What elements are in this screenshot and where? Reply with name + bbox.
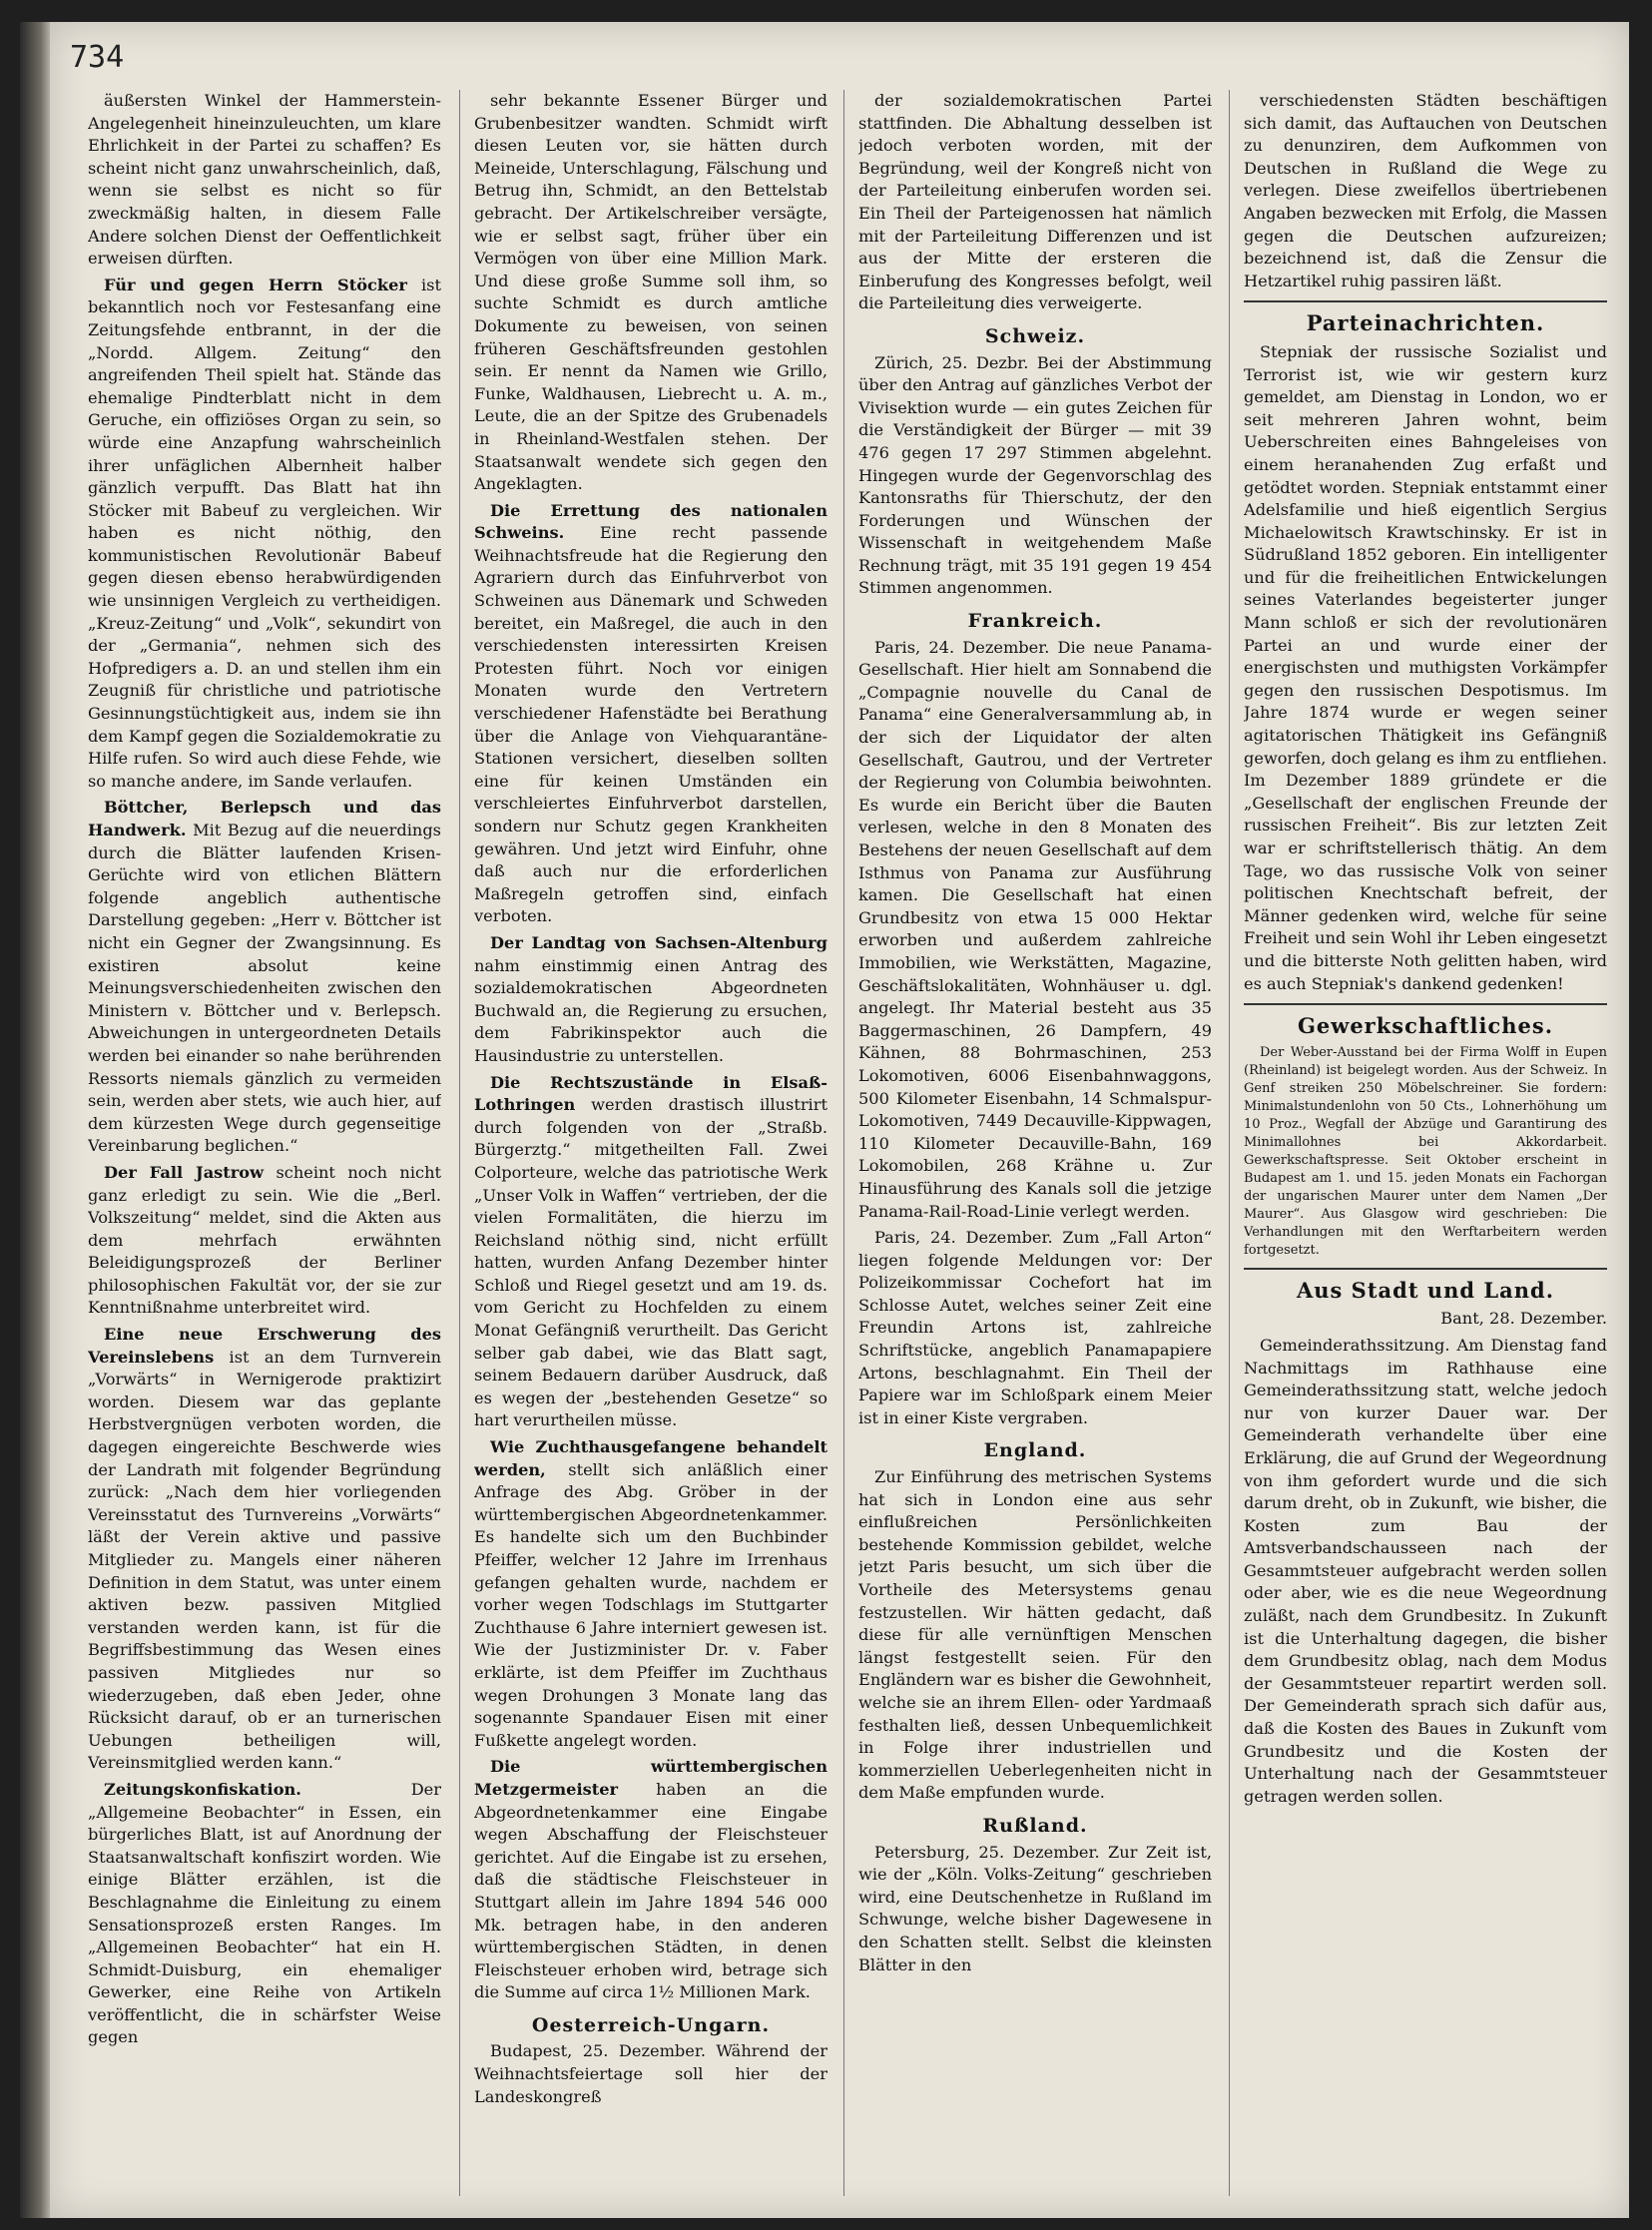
article-heading: Böttcher, Berlepsch und das Handwerk. bbox=[88, 798, 441, 839]
article bbox=[88, 797, 441, 1158]
article-text: scheint noch nicht ganz erledigt zu sein. Wie die „Berl. Volkszeitung“ meldet, sind die Akten aus dem mehrfach erwähnten Beleidigungsprozeß der Berliner philosophischen Fakultät vor, der sie zur Kenntnißnahme unterbreitet wird. bbox=[88, 1162, 441, 1318]
article bbox=[88, 275, 441, 794]
article-heading: Zeitungskonfiskation. bbox=[104, 1779, 301, 1799]
dateline: Bant, 28. Dezember. bbox=[1440, 1309, 1607, 1329]
section-heading-france: Frankreich. bbox=[967, 610, 1103, 633]
section-rule bbox=[1244, 1268, 1607, 1270]
paragraph: verschiedensten Städten beschäftigen sich damit, das Auftauchen von Deutschen zu denunziren, dem Aufkommen von Deutschen in Rußland die Wege zu verlegen. Diese zweifellos übertriebenen Angaben bezwecken mit Erfolg, die Massen gegen die Deutschen aufzureizen; bezeichnend ist, daß die Zensur die Hetzartikel ruhig passiren läßt. bbox=[1244, 91, 1607, 290]
article-heading: Der Landtag von Sachsen-Altenburg bbox=[490, 932, 827, 952]
article-heading: Die Errettung des nationalen Schweins. bbox=[474, 500, 827, 543]
article-text: Der „Allgemeine Beobachter“ in Essen, ein bürgerliches Blatt, ist auf Anordnung der Staatsanwaltschaft konfiszirt worden. Wie einige Blätter erzählen, ist die Beschlagnahme die Einleitung zu einem Sensationsprozeß ersten Ranges. Im „Allgemeinen Beobachter“ hat ein H. Schmidt-Duisburg, ein ehemaliger Gewerker, eine Reihe von Artikeln veröffentlicht, die in schärfster Weise gegen bbox=[88, 1779, 441, 2047]
paragraph: Paris, 24. Dezember. Die neue Panama-Gesellschaft. Hier hielt am Sonnabend die „Compagnie nouvelle du Canal de Panama“ eine Generalversammlung ab, in der sich der Liquidator der alten Gesellschaft, Gautrou, und der Vertreter der Regierung von Columbia beiwohnten. Es wurde ein Bericht über die Bauten verlesen, welche in den 8 Monaten des Bestehens der neuen Gesellschaft auf dem Isthmus von Panama zur Ausführung kamen. Die Gesellschaft hat einen Grundbesitz von etwa 15 000 Hektar erworben und außerdem zahlreiche Immobilien, wie Werkstätten, Magazine, Geschäftslokalitäten, Wohnhäuser u. dgl. angelegt. Ihr Material besteht aus 35 Baggermaschinen, 26 Dampfern, 49 Kähnen, 88 Bohrmaschinen, 253 Lokomotiven, 6006 Eisenbahnwaggons, 500 Kilometer Eisenbahn, 14 Schmalspur-Lokomotiven, 7449 Decauville-Kippwagen, 110 Kilometer Decauville-Bahn, 169 Lokomobilen, 268 Krähne u. Zur Hinausführung des Kanals soll die jetzige Panama-Rail-Road-Linie verlegt werden. bbox=[858, 637, 1212, 1221]
column-rule bbox=[459, 90, 460, 2196]
article-heading: Wie Zuchthausgefangene behandelt werden, bbox=[474, 1437, 827, 1479]
article-heading: Eine neue Erschwerung des Vereinslebens bbox=[88, 1325, 441, 1367]
section-heading-austria: Oesterreich-Ungarn. bbox=[531, 2013, 771, 2036]
column-3 bbox=[858, 90, 1212, 2196]
paragraph: Budapest, 25. Dezember. Während der Weihnachtsfeiertage soll hier der Landeskongreß bbox=[474, 2041, 827, 2106]
paragraph: Zur Einführung des metrischen Systems hat sich in London eine aus sehr einflußreichen Persönlichkeiten bestehende Kommission gebildet, welche jetzt Paris besucht, um sich über die Vortheile des Metersystems genau festzustellen. Wir hätten gedacht, daß diese für alle vernünftigen Menschen längst festgestellt seien. Für den Engländern war es bisher die Gewohnheit, welche sie an ihrem Ellen- oder Yardmaaß festhalten ließ, dessen Unbequemlichkeit in Folge ihrer industriellen und kommerziellen Ueberlegenheiten nicht in dem Maße empfunden wurde. bbox=[858, 1467, 1212, 1803]
section-heading-england: England. bbox=[983, 1439, 1087, 1462]
article-heading: Für und gegen Herrn Stöcker bbox=[104, 275, 407, 294]
section-rule bbox=[1244, 300, 1607, 302]
paragraph: äußersten Winkel der Hammerstein-Angelegenheit hineinzuleuchten, um klare Ehrlichkeit in der Partei zu schaffen? Es scheint nicht ganz unwahrscheinlich, daß, wenn sie selbst es nicht so für zweckmäßig halten, in diesem Falle Andere solchen Dienst der Oeffentlichkeit erweisen dürften. bbox=[88, 91, 441, 269]
column-2 bbox=[474, 90, 827, 2196]
paragraph: der sozialdemokratischen Partei stattfinden. Die Abhaltung desselben ist jedoch verboten worden, mit der Begründung, weil der Kongreß nicht von der Parteileitung einberufen worden sei. Ein Theil der Parteigenossen hat nämlich mit der Parteileitung Differenzen und ist aus der Mitte der ersteren die Einberufung des Kongresses befolgt, weil die Parteileitung dies verweigerte. bbox=[858, 91, 1212, 313]
column-1 bbox=[88, 90, 441, 2196]
column-rule bbox=[1229, 90, 1230, 2196]
section-heading-trade-unions: Gewerkschaftliches. bbox=[1297, 1013, 1554, 1039]
article bbox=[474, 932, 827, 1068]
column-rule bbox=[843, 90, 844, 2196]
article-heading: Die Rechtszustände in Elsaß-Lothringen bbox=[474, 1072, 827, 1115]
paragraph: Paris, 24. Dezember. Zum „Fall Arton“ liegen folgende Meldungen vor: Der Polizeikommissar Cochefort hat im Schlosse Autet, welches seiner Zeit eine Freundin Artons ist, zahlreiche Schriftstücke, angeblich Panamapapiere Artons, beschlagnahmt. Ein Theil der Papiere war im Schloßpark einem Meier ist in einer Kiste vergraben. bbox=[858, 1228, 1212, 1427]
article-text: werden drastisch illustrirt durch folgenden von der „Straßb. Bürgerztg.“ mitgetheilten Fall. Zwei Colporteure, welche das patriotische Werk „Unser Volk in Waffen“ vertrieben, der die vielen Formalitäten, die hierzu im Reichsland nöthig sind, nicht erfüllt hatten, wurden Anfang Dezember hinter Schloß und Riegel gesetzt und am 19. ds. vom Gericht zu Hochfelden zu einem Monat Gefängniß verurtheilt. Das Gericht selber gab dabei, wie das Blatt sagt, seinem Bedauern darüber Ausdruck, daß es wegen der „bestehenden Gesetze“ so hart verurtheilen müsse. bbox=[474, 1095, 827, 1430]
article-text: Eine recht passende Weihnachtsfreude hat die Regierung den Agrariern durch das Einfuhrverbot von Schweinen aus Dänemark und Schweden bereitet, ein Maßregel, die auch in den verschiedensten interessirten Kreisen Protesten führt. Noch vor einigen Monaten wurde den Vertretern verschiedener Hafenstädte bei Berathung über die Anlage von Viehquarantäne-Stationen versichert, dieselben sollten eine für keinen Umständen ein verschleiertes Einfuhrverbot darstellen, sondern nur Schutz gegen Krankheiten gewähren. Und jetzt wird Einfuhr, ohne daß auch nur die erforderlichen Maßregeln getroffen sind, einfach verboten. bbox=[474, 523, 827, 926]
article bbox=[88, 1324, 441, 1775]
article-heading: Der Fall Jastrow bbox=[104, 1162, 265, 1182]
page-edge bbox=[20, 22, 54, 2218]
article bbox=[88, 1779, 441, 2049]
page-number: 734 bbox=[70, 40, 125, 75]
section-heading-russia: Rußland. bbox=[982, 1814, 1088, 1837]
article-text: haben an die Abgeordnetenkammer eine Eingabe wegen Abschaffung der Fleischsteuer gerichtet. Auf die Eingabe ist zu ersehen, daß die städtische Fleischsteuer in Stuttgart allein im Jahre 1894 546 000 Mk. betragen habe, in den anderen württembergischen Städten, in denen Fleischsteuer erhoben wird, betrage sich die Summe auf circa 1½ Millionen Mark. bbox=[474, 1779, 827, 2002]
article-text: nahm einstimmig einen Antrag des sozialdemokratischen Abgeordneten Buchwald an, die Regierung zu ersuchen, dem Fabrikinspektor auch die Hausindustrie zu unterstellen. bbox=[474, 955, 827, 1065]
article bbox=[474, 1436, 827, 1752]
article bbox=[88, 1162, 441, 1320]
article-text: ist bekanntlich noch vor Festesanfang eine Zeitungsfehde entbrannt, in der die „Nordd. Allgem. Zeitung“ den angreifenden Theil spielt hat. Stände das ehemalige Pindterblatt nicht in dem Geruche, ein offiziöses Organ zu sein, so würde eine Anzapfung wahrscheinlich ihrer unfäglichen Albernheit halber gänzlich verpufft. Das Blatt hat ihn Stöcker mit Babeuf zu vergleichen. Wir haben es nicht nöthig, den kommunistischen Revolutionär Babeuf gegen diesen ebenso herabwürdigenden wie unsinnigen Vergleich zu vertheidigen. „Kreuz-Zeitung“ und „Volk“, sekundirt von der „Germania“, nehmen sich des Hofpredigers a. D. an und stellen ihm ein Zeugniß für christliche und patriotische Gesinnungstüchtigkeit aus, indem sie ihn dem Kampf gegen die Sozialdemokratie zu Hilfe rufen. So wird auch diese Fehde, wie so manche andere, im Sande verlaufen. bbox=[88, 275, 441, 791]
article-text: Mit Bezug auf die neuerdings durch die Blätter laufenden Krisen-Gerüchte wird von etlichen Blättern folgende angeblich authentische Darstellung gegeben: „Herr v. Böttcher ist nicht ein Gegner der Zwangsinnung. Es existiren absolut keine Meinungsverschiedenheiten zwischen den Ministern v. Böttcher und v. Berlepsch. Abweichungen in untergeordneten Details werden bei einander so nahe berührenden Ressorts niemals gänzlich zu vermeiden sein, werden aber stets, wie auch hier, auf dem kürzesten Wege durch gegenseitige Vereinbarung beglichen.“ bbox=[88, 821, 441, 1156]
paragraph: Zürich, 25. Dezbr. Bei der Abstimmung über den Antrag auf gänzliches Verbot der Vivisektion wurde — ein gutes Zeichen für die Verständigkeit der Bürger — mit 39 476 gegen 17 297 Stimmen abgelehnt. Hingegen wurde der Gegenvorschlag des Kantonsraths für Thierschutz, der den Forderungen und Wünschen der Wissenschaft in weitgehendem Maße Rechnung trägt, mit 35 191 gegen 19 454 Stimmen angenommen. bbox=[858, 352, 1212, 598]
paragraph: Gemeinderathssitzung. Am Dienstag fand Nachmittags im Rathhause eine Gemeinderathssitzung statt, welche jedoch nur von kurzer Dauer war. Der Gemeinderath verhandelte über eine Erklärung, die auf Grund der Wegeordnung von ihm gefordert wurde und die sich darum dreht, ob in Zukunft, wie bisher, die Kosten zum Bau der Amtsverbandschausseen nach der Gesammtsteuer aufgebracht werden sollen oder aber, wie es die neue Wegeordnung zuläßt, nach dem Grundbesitz. In Zukunft ist die Unterhaltung dagegen, die bisher dem Grundbesitz oblag, nach dem Modus der Gesammtsteuer repartirt werden soll. Der Gemeinderath sprach sich dafür aus, daß die Kosten des Baues in Zukunft vom Grundbesitz und die Kosten der Unterhaltung nach der Gesammtsteuer getragen werden sollen. bbox=[1244, 1335, 1607, 1806]
section-heading-switzerland: Schweiz. bbox=[984, 324, 1086, 347]
paragraph: sehr bekannte Essener Bürger und Grubenbesitzer wandten. Schmidt wirft diesen Leuten vor, sie hätten durch Meineide, Unterschlagung, Fälschung und Betrug ihn, Schmidt, an den Bettelstab gebracht. Der Artikelschreiber versägte, wie er selbst sagt, früher über ein Vermögen von über eine Million Mark. Und diese große Summe soll ihm, so suchte Schmidt es durch amtliche Dokumente zu beweisen, von seinen früheren Geschäftsfreunden gestohlen sein. Er nennt da Namen wie Grillo, Funke, Waldhausen, Liebrecht u. A. m., Leute, die an der Spitze des Grubenadels in Rheinland-Westfalen stehen. Der Staatsanwalt wendete sich gegen den Angeklagten. bbox=[474, 91, 827, 494]
article-text: ist an dem Turnverein „Vorwärts“ in Wernigerode praktizirt worden. Diesem war das geplante Herbstvergnügen verboten worden, die dagegen eingereichte Beschwerde wies der Landrath mit folgender Begründung zurück: „Nach dem hier vorliegenden Vereinsstatut des Turnvereins „Vorwärts“ läßt der Verein aktive und passive Mitglieder zu. Mangels einer näheren Definition in dem Statut, was unter einem aktiven bezw. passiven Mitglied verstanden werden kann, ist für die Begriffsbestimmung das Wesen eines passiven Mitgliedes nur so wiederzugeben, daß eben Jeder, ohne Rücksicht darauf, ob er an turnerischen Uebungen betheiligen will, Vereinsmitglied werden kann.“ bbox=[88, 1347, 441, 1773]
article-text: stellt sich anläßlich einer Anfrage des Abg. Gröber in der württembergischen Abgeordnetenkammer. Es handelte sich um den Buchbinder Pfeiffer, welcher 12 Jahre im Irrenhaus gefangen gehalten wurde, nachdem er vorher wegen Todschlags im Stuttgarter Zuchthause 6 Jahre interniert gewesen ist. Wie der Justizminister Dr. v. Faber erklärte, ist dem Pfeiffer im Zuchthaus wegen Drohungen 3 Monate lang das sogenannte Spandauer Eisen mit einer Fußkette angelegt worden. bbox=[474, 1459, 827, 1750]
paragraph: Stepniak der russische Sozialist und Terrorist ist, wie wir gestern kurz gemeldet, am Dienstag in London, wo er seit mehreren Jahren wohnt, beim Ueberschreiten eines Bahngeleises von einem heranahenden Zug erfaßt und getödtet worden. Stepniak entstammt einer Adelsfamilie und hieß eigentlich Sergius Michaelowitsch Krawtschinsky. Er ist in Südrußland 1852 geboren. Ein intelligenter und für die freiheitlichen Entwickelungen seines Vaterlandes begeisterter junger Mann schloß er sich der revolutionären Partei an und wurde einer der energischsten und muthigsten Vorkämpfer gegen den russischen Despotismus. Im Jahre 1874 wurde er wegen seiner agitatorischen Thätigkeit ins Gefängniß geworfen, doch gelang es ihm zu entfliehen. Im Dezember 1889 gründete er die „Gesellschaft der englischen Freunde der russischen Freiheit“. Bis zur letzten Zeit war er schriftstellerisch thätig. An dem Tage, wo das russische Volk von seiner politischen Knechtschaft befreit, der Männer gedenken wird, welche für seine Freiheit und sein Wohl ihr Leben eingesetzt und die bitterste Noth gelitten haben, wird es auch Stepniak's dankend gedenken! bbox=[1244, 341, 1607, 993]
paragraph: Der Weber-Ausstand bei der Firma Wolff in Eupen (Rheinland) ist beigelegt worden. Aus der Schweiz. In Genf streiken 250 Möbelschreiner. Sie fordern: Minimalstundenlohn von 50 Cts., Lohnerhöhung um 10 Proz., Wegfall der Abzüge und Garantirung des Minimallohnes bei Akkordarbeit. Gewerkschaftspresse. Seit Oktober erscheint in Budapest am 1. und 15. jeden Monats ein Fachorgan der ungarischen Maurer unter dem Namen „Der Maurer“. Aus Glasgow wird geschrieben: Die Verhandlungen mit den Werftarbeitern werden fortgesetzt. bbox=[1244, 1044, 1607, 1258]
article bbox=[474, 1072, 827, 1433]
article bbox=[474, 1756, 827, 2004]
section-heading-party-news: Parteinachrichten. bbox=[1306, 310, 1545, 336]
article-heading: Die württembergischen Metzgermeister bbox=[474, 1757, 827, 1799]
section-rule bbox=[1244, 1003, 1607, 1005]
paragraph: Petersburg, 25. Dezember. Zur Zeit ist, wie der „Köln. Volks-Zeitung“ geschrieben wird, eine Deutschenhetze in Rußland im Schwunge, welche bisher Dagewesene in den Schatten stellt. Selbst die kleinsten Blätter in den bbox=[858, 1842, 1212, 1974]
column-4 bbox=[1244, 90, 1607, 2196]
section-heading-local: Aus Stadt und Land. bbox=[1296, 1277, 1555, 1303]
article bbox=[474, 500, 827, 928]
